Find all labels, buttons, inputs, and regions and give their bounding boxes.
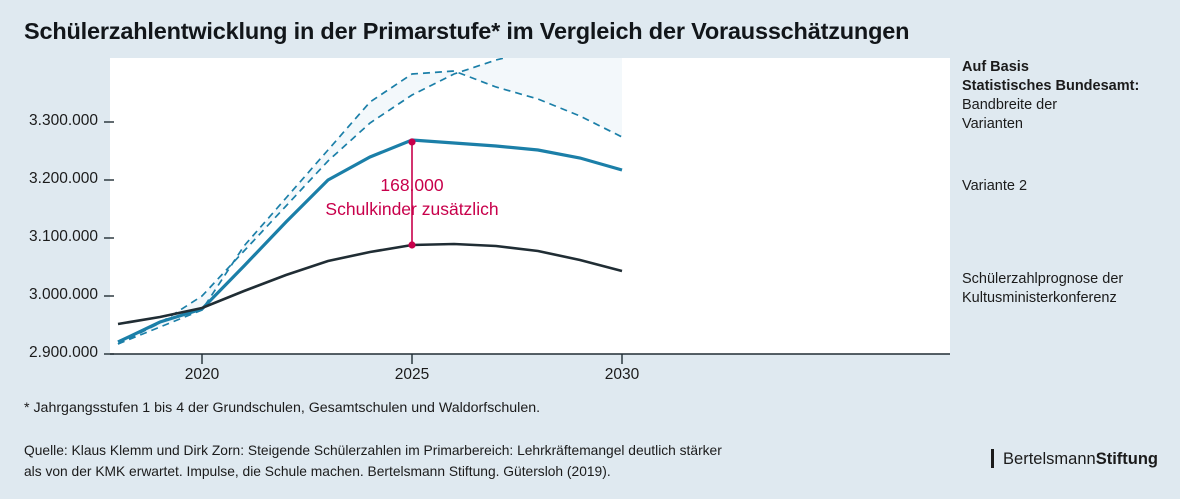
footnote: * Jahrgangsstufen 1 bis 4 der Grundschulen, Gesamtschulen und Waldorfschulen.: [24, 400, 541, 416]
x-axis-label-2030: 2030: [604, 366, 640, 383]
legend-band: [962, 58, 1139, 134]
legend-kmk: [962, 270, 1123, 308]
annotation-dot-bottom: [408, 241, 415, 248]
brand-name-second: Stiftung: [1095, 450, 1158, 468]
y-axis-label-3100000: 3.100.000: [29, 228, 98, 245]
source-line-1: Quelle: Klaus Klemm und Dirk Zorn: Steigende Schülerzahlen im Primarbereich: Lehrkräftemangel deutlich stärker: [24, 443, 722, 458]
annotation-value: 168.000: [380, 175, 444, 195]
legend-band-line3: Bandbreite der: [962, 97, 1058, 113]
annotation-caption: Schulkinder zusätzlich: [325, 199, 499, 219]
legend-kmk-line2: Kultusministerkonferenz: [962, 290, 1117, 306]
annotation-text: [292, 173, 532, 221]
legend-band-line1: Auf Basis: [962, 59, 1029, 75]
brand-bar-icon: [991, 449, 994, 468]
brand-name-first: Bertelsmann: [1003, 450, 1096, 468]
source-note: [24, 440, 722, 482]
x-axis-label-2020: 2020: [184, 366, 220, 383]
y-axis-label-3200000: 3.200.000: [29, 170, 98, 187]
y-axis-label-3000000: 3.000.000: [29, 286, 98, 303]
y-axis-label-2900000: 2.900.000: [29, 344, 98, 361]
page-title: Schülerzahlentwicklung in der Primarstufe* im Vergleich der Vorausschätzungen: [24, 18, 910, 44]
legend-kmk-line1: Schülerzahlprognose der: [962, 271, 1124, 287]
y-axis-label-3300000: 3.300.000: [29, 112, 98, 129]
source-line-2: als von der KMK erwartet. Impulse, die Schule machen. Bertelsmann Stiftung. Gütersloh (2019).: [24, 464, 611, 479]
x-axis-label-2025: 2025: [394, 366, 430, 383]
chart-canvas: [0, 58, 1180, 393]
annotation-dot-top: [408, 138, 415, 145]
legend-band-line4: Varianten: [962, 116, 1023, 132]
brand-logo: [991, 449, 1158, 469]
legend-variante-2: Variante 2: [962, 178, 1028, 194]
legend-band-line2: Statistisches Bundesamt:: [962, 78, 1140, 94]
